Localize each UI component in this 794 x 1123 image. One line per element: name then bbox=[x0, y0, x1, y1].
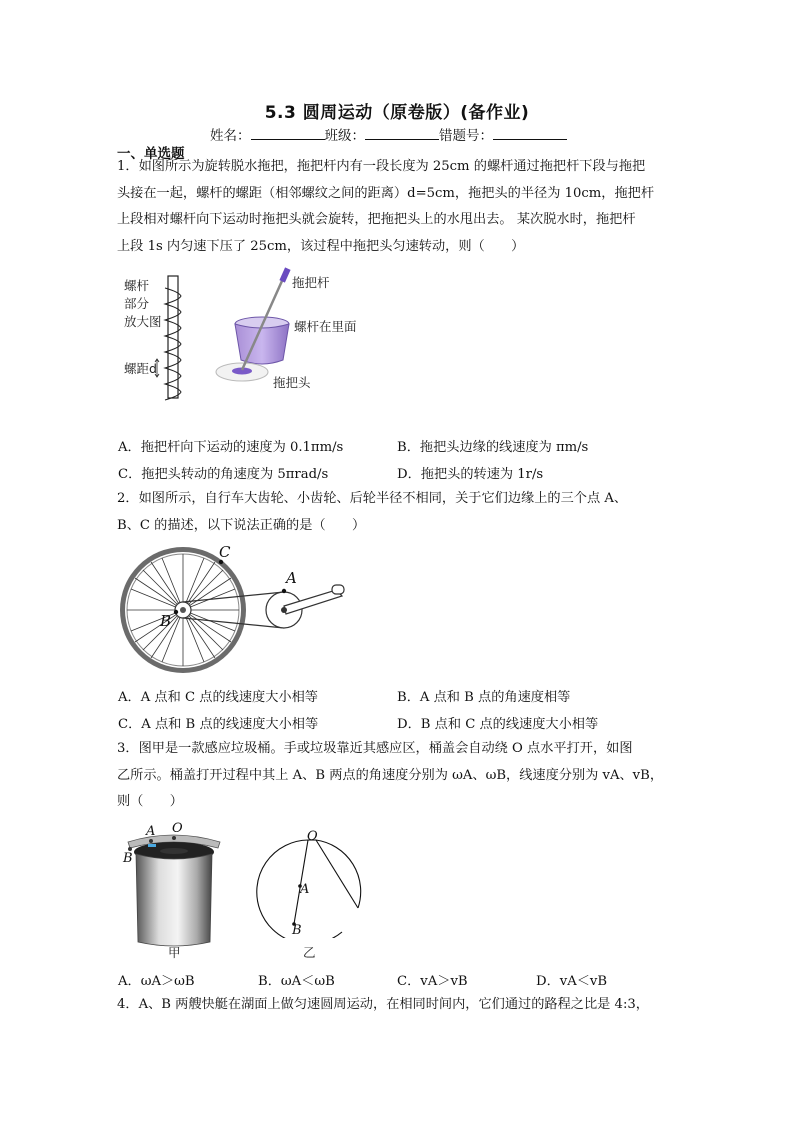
fig1-label-part: 部分 bbox=[124, 296, 150, 311]
q4-line-1: 4．A、B 两艘快艇在湖面上做匀速圆周运动，在相同时间内，它们通过的路程之比是 4:3， bbox=[117, 997, 649, 1012]
q2-line-2: B、C 的描述，以下说法正确的是（ ） bbox=[117, 517, 366, 533]
class-label: 班级： bbox=[324, 128, 365, 144]
fig3a-label-b: B bbox=[123, 851, 133, 866]
fig3a-caption: 甲 bbox=[168, 945, 181, 960]
fig2-label-b: B bbox=[160, 612, 172, 630]
section-heading: 一、单选题 bbox=[117, 146, 185, 162]
page-title: 5.3 圆周运动（原卷版）(备作业) bbox=[264, 103, 530, 123]
fig3b-caption: 乙 bbox=[303, 945, 316, 960]
class-blank[interactable] bbox=[365, 127, 439, 140]
fig3a-label-a: A bbox=[146, 824, 156, 839]
fig2-label-c: C bbox=[219, 543, 231, 561]
fig1-label-head: 拖把头 bbox=[273, 375, 311, 390]
q2-option-d[interactable]: D．B 点和 C 点的线速度大小相等 bbox=[397, 717, 599, 732]
fig1-label-pitch: 螺距d bbox=[124, 361, 157, 376]
q2-option-b[interactable]: B．A 点和 B 点的角速度相等 bbox=[397, 690, 571, 705]
q1-line-1: 1．如图所示为旋转脱水拖把，拖把杆内有一段长度为 25cm 的螺杆通过拖把杆下段与拖把 bbox=[117, 159, 646, 174]
fig1-label-screw: 螺杆 bbox=[124, 278, 150, 293]
lid-diagram-figure bbox=[250, 828, 370, 938]
student-info-line bbox=[210, 124, 567, 144]
fig1-label-zoom: 放大图 bbox=[124, 314, 162, 329]
fig3b-label-o: O bbox=[307, 829, 318, 844]
q3-line-3: 则（ ） bbox=[117, 794, 183, 809]
fig3b-label-b: B bbox=[292, 923, 302, 938]
bicycle-wheel-figure bbox=[118, 540, 348, 680]
error-label: 错题号： bbox=[439, 128, 493, 144]
trash-can-figure bbox=[118, 828, 228, 948]
question-2-text bbox=[117, 486, 677, 539]
q1-option-d[interactable]: D．拖把头的转速为 1r/s bbox=[397, 467, 544, 482]
name-blank[interactable] bbox=[251, 127, 325, 140]
q3-option-a[interactable]: A．ωA＞ωB bbox=[118, 974, 195, 989]
q1-line-2: 头接在一起，螺杆的螺距（相邻螺纹之间的距离）d=5cm，拖把头的半径为 10cm，拖把杆 bbox=[117, 185, 655, 201]
q2-line-1: 2．如图所示，自行车大齿轮、小齿轮、后轮半径不相同，关于它们边缘上的三个点 A、 bbox=[117, 491, 628, 506]
q1-line-3: 上段相对螺杆向下运动时拖把头就会旋转，把拖把头上的水甩出去。 某次脱水时，拖把杆 bbox=[117, 212, 636, 227]
fig2-label-a: A bbox=[286, 569, 297, 587]
q3-line-2: 乙所示。桶盖打开过程中其上 A、B 两点的角速度分别为 ωA、ωB，线速度分别为 vA、vB， bbox=[117, 767, 664, 783]
fig3b-label-a: A bbox=[300, 882, 310, 897]
q1-option-a[interactable]: A．拖把杆向下运动的速度为 0.1πm/s bbox=[118, 440, 344, 455]
q1-line-4: 上段 1s 内匀速下压了 25cm，该过程中拖把头匀速转动，则（ ） bbox=[117, 238, 525, 254]
q3-option-b[interactable]: B．ωA＜ωB bbox=[258, 974, 335, 989]
fig3a-label-o: O bbox=[172, 821, 183, 836]
q1-option-c[interactable]: C．拖把头转动的角速度为 5πrad/s bbox=[118, 467, 329, 482]
fig1-label-rod: 拖把杆 bbox=[292, 275, 330, 290]
fig1-label-inside: 螺杆在里面 bbox=[294, 319, 357, 334]
q1-option-b[interactable]: B．拖把头边缘的线速度为 πm/s bbox=[397, 440, 589, 455]
question-1-text bbox=[117, 154, 677, 260]
name-label: 姓名： bbox=[210, 128, 251, 144]
error-blank[interactable] bbox=[493, 127, 567, 140]
question-3-text bbox=[117, 736, 677, 816]
q3-line-1: 3．图甲是一款感应垃圾桶。手或垃圾靠近其感应区，桶盖会自动绕 O 点水平打开，如图 bbox=[117, 741, 633, 756]
question-4-text bbox=[117, 992, 687, 1019]
q2-option-a[interactable]: A．A 点和 C 点的线速度大小相等 bbox=[118, 690, 318, 705]
q3-option-c[interactable]: C．vA＞vB bbox=[397, 974, 468, 989]
q2-option-c[interactable]: C．A 点和 B 点的线速度大小相等 bbox=[118, 717, 319, 732]
q3-option-d[interactable]: D．vA＜vB bbox=[536, 974, 608, 989]
